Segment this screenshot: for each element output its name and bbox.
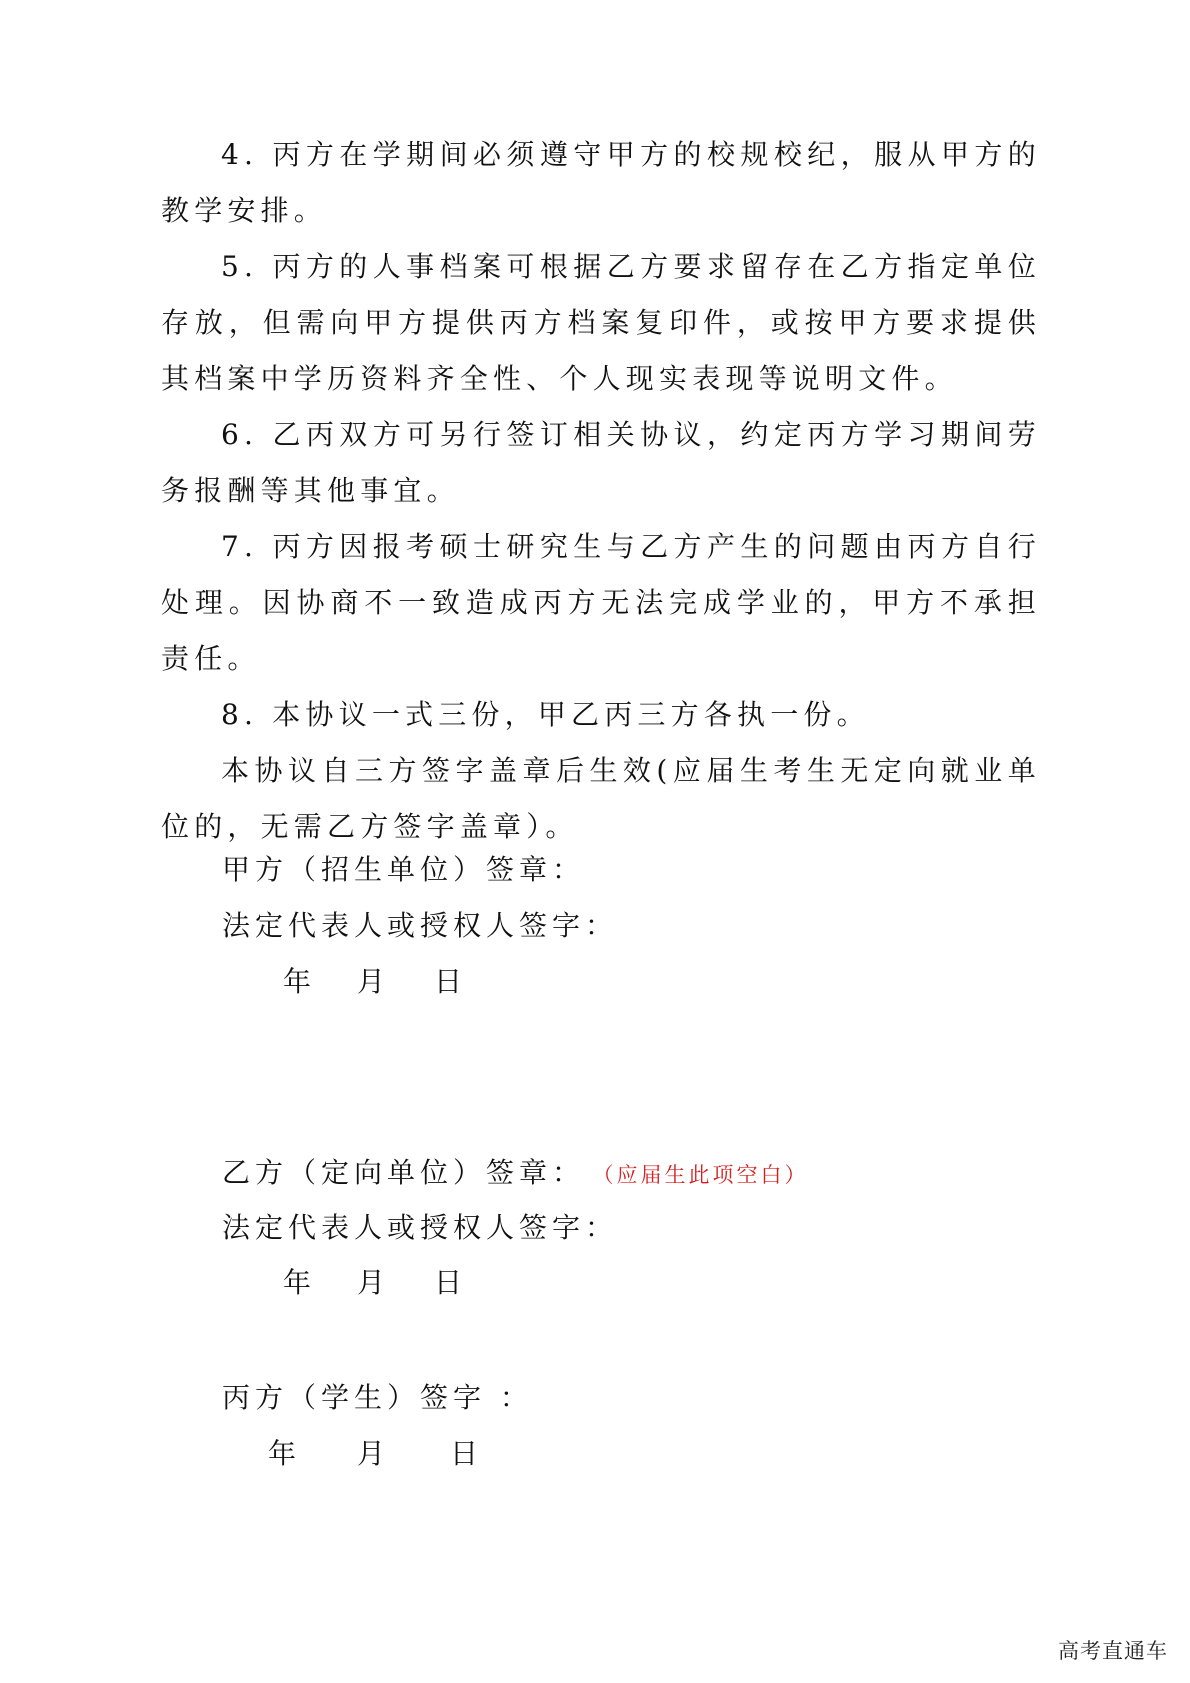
party-b-seal-row [222,1153,809,1195]
party-a-signer-label: 法定代表人或授权人签字： [222,909,619,942]
effective-clause: 本协议自三方签字盖章后生效(应届生考生无定向就业单位的，无需乙方签字盖章）。 [161,754,1041,843]
clause-7: 7. 丙方因报考硕士研究生与乙方产生的问题由丙方自行处理。因协商不一致造成丙方无法完成学业的，甲方不承担责任。 [161,530,1041,675]
clause-8: 8. 本协议一式三份，甲乙丙三方各执一份。 [221,698,870,731]
party-c-sign-label: 丙方（学生）签字 ： [222,1381,533,1414]
party-c-date-year: 年 [268,1437,297,1470]
party-b-note: （应届生此项空白） [603,1163,809,1187]
clause-5: 5. 丙方的人事档案可根据乙方要求留存在乙方指定单位存放，但需向甲方提供丙方档案复印件，或按甲方要求提供其档案中学历资料齐全性、个人现实表现等说明文件。 [161,250,1041,395]
party-a-date-month: 月 [357,965,386,998]
party-b-date-year: 年 [283,1266,312,1299]
party-b-signer-label: 法定代表人或授权人签字： [222,1211,619,1244]
clause-4: 4. 丙方在学期间必须遵守甲方的校规校纪，服从甲方的教学安排。 [161,138,1041,227]
party-a-date-day: 日 [434,965,463,998]
party-a-date-year: 年 [283,965,312,998]
party-a-seal-label: 甲方（招生单位）签章： [222,853,586,886]
party-b-date-month: 月 [357,1266,386,1299]
watermark: 高考直通车 [1058,1639,1168,1663]
party-c-date-month: 月 [357,1437,386,1470]
party-b-seal-label: 乙方（定向单位）签章： [222,1156,586,1189]
party-b-date-day: 日 [434,1266,463,1299]
clauses-section [161,127,1041,855]
party-c-date-day: 日 [450,1437,479,1470]
clause-6: 6. 乙丙双方可另行签订相关协议，约定丙方学习期间劳务报酬等其他事宜。 [161,418,1041,507]
